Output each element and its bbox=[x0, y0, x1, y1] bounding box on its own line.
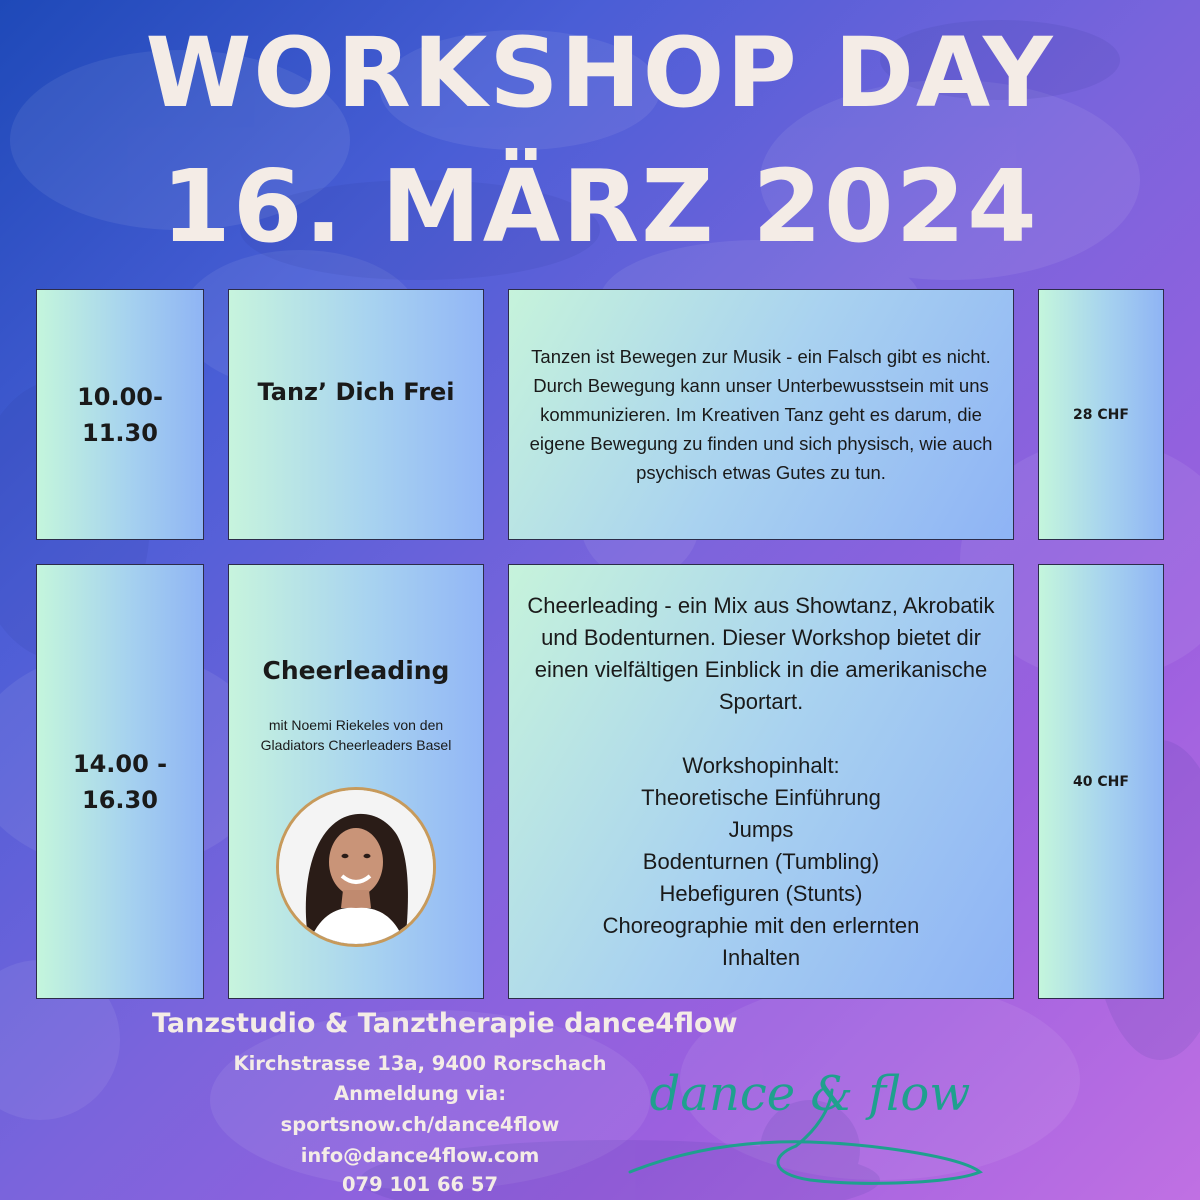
workshop-2-intro: Cheerleading - ein Mix aus Showtanz, Akrobatik und Bodenturnen. Dieser Workshop bietet dir einen vielfältigen Einblick in die amerikanische Sportart. bbox=[527, 592, 995, 714]
workshop-2-instructor: mit Noemi Riekeles von den Gladiators Cheerleaders Basel bbox=[260, 717, 452, 753]
workshop-2-content-heading: Workshopinhalt: bbox=[682, 752, 840, 778]
workshop-1-price: 28 CHF bbox=[1073, 406, 1129, 423]
workshop-1-description: Tanzen ist Bewegen zur Musik - ein Falsch gibt es nicht. Durch Bewegung kann unser Unterbewusstsein mit uns kommunizieren. Im Kreativen Tanz geht es darum, die eigene Bewegung zu finden und sich physisch, wie auch psychisch etwas Gutes zu tun. bbox=[529, 346, 993, 483]
workshop-2-time: 14.00 - 16.30 bbox=[72, 749, 168, 814]
workshop-1-time: 10.00- 11.30 bbox=[77, 382, 163, 447]
logo-wordmark: dance & flow bbox=[649, 1066, 971, 1122]
event-date: 16. MÄRZ 2024 bbox=[161, 148, 1039, 265]
workshop-1-description-box bbox=[508, 289, 1014, 540]
workshop-1-title: Tanz’ Dich Frei bbox=[257, 378, 455, 406]
studio-name: Tanzstudio & Tanztherapie dance4flow bbox=[152, 1008, 738, 1039]
workshop-2-title-box bbox=[228, 564, 484, 999]
phone-number[interactable]: 079 101 66 57 bbox=[341, 1173, 499, 1196]
workshop-1-title-box bbox=[228, 289, 484, 540]
dance4flow-logo bbox=[620, 1060, 1000, 1190]
registration-link[interactable]: sportsnow.ch/dance4flow bbox=[280, 1113, 560, 1136]
instructor-photo bbox=[276, 787, 436, 947]
workshop-2-price: 40 CHF bbox=[1073, 773, 1129, 790]
registration-label: Anmeldung via: bbox=[333, 1082, 507, 1105]
content-item: Bodenturnen (Tumbling) bbox=[642, 848, 880, 874]
content-item: Hebefiguren (Stunts) bbox=[659, 880, 863, 906]
poster-title: WORKSHOP DAY bbox=[145, 17, 1055, 129]
workshop-2-description-box bbox=[508, 564, 1014, 999]
workshop-2-price-box bbox=[1038, 564, 1164, 999]
workshop-1-price-box bbox=[1038, 289, 1164, 540]
content-item: Jumps bbox=[728, 816, 794, 842]
workshop-2-description bbox=[509, 590, 1013, 974]
workshop-2-time-box bbox=[36, 564, 204, 999]
studio-address: Kirchstrasse 13a, 9400 Rorschach bbox=[233, 1052, 607, 1075]
workshop-1-time-box bbox=[36, 289, 204, 540]
content-item: Theoretische Einführung bbox=[641, 784, 881, 810]
content-item: Choreographie mit den erlernten Inhalten bbox=[602, 912, 920, 970]
workshop-2-title: Cheerleading bbox=[262, 656, 450, 685]
email-link[interactable]: info@dance4flow.com bbox=[300, 1144, 540, 1167]
